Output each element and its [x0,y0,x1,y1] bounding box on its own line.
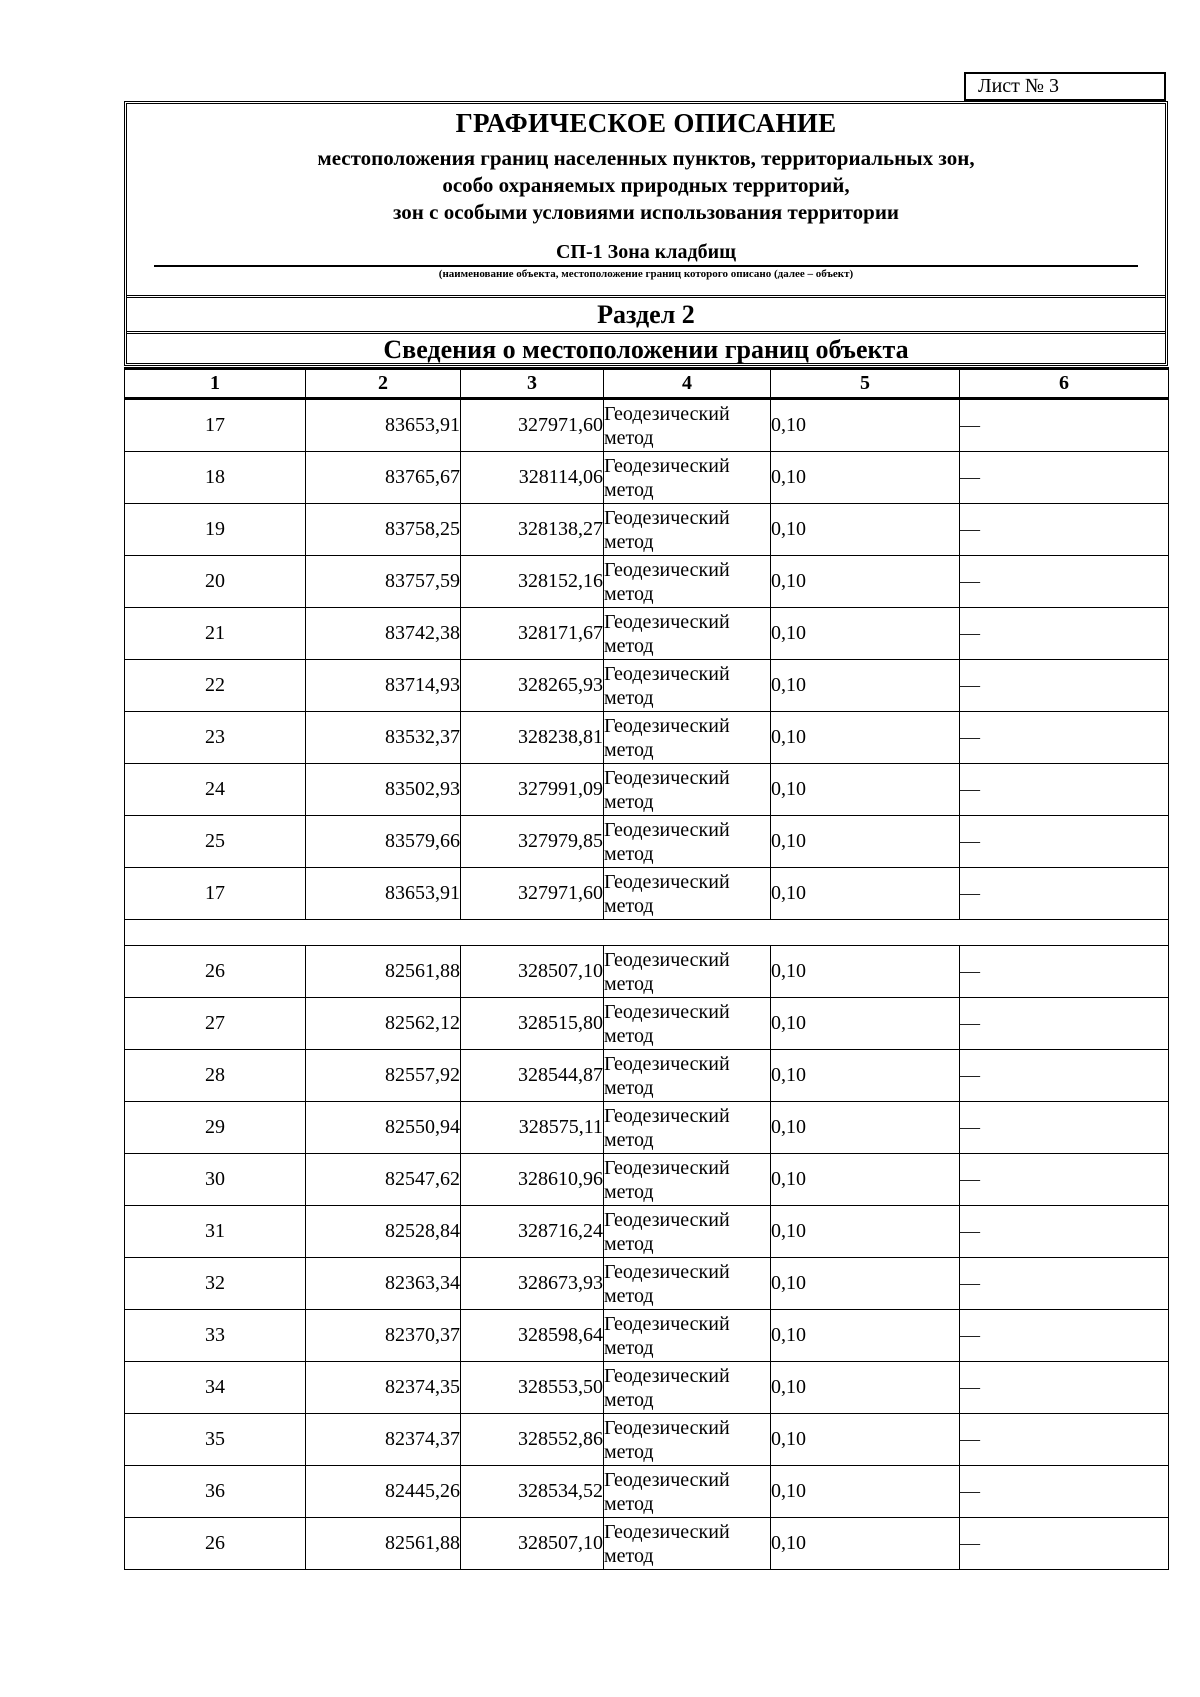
group-separator-row [125,920,1169,946]
section-label: Раздел 2 [597,300,695,329]
determination-method: Геодезический метод [604,712,771,764]
coordinate-y: 328716,24 [461,1206,604,1258]
coordinate-y: 328598,64 [461,1310,604,1362]
determination-method: Геодезический метод [604,556,771,608]
table-row [125,868,1169,920]
coordinate-x: 83502,93 [306,764,461,816]
note-value: — [960,946,1169,998]
table-row [125,1362,1169,1414]
table-row [125,1206,1169,1258]
document-header [124,101,1168,366]
point-number: 25 [125,816,306,868]
accuracy-value: 0,10 [771,556,960,608]
accuracy-value: 0,10 [771,868,960,920]
column-header: 4 [604,369,771,399]
accuracy-value: 0,10 [771,764,960,816]
point-number: 27 [125,998,306,1050]
table-row [125,660,1169,712]
document-subtitle-line-2: особо охраняемых природных территорий, [442,173,850,197]
coordinate-y: 328553,50 [461,1362,604,1414]
note-value: — [960,868,1169,920]
accuracy-value: 0,10 [771,1310,960,1362]
coordinate-y: 327971,60 [461,868,604,920]
coordinate-x: 82547,62 [306,1154,461,1206]
note-value: — [960,399,1169,452]
note-value: — [960,1154,1169,1206]
coordinate-y: 328507,10 [461,946,604,998]
accuracy-value: 0,10 [771,1362,960,1414]
coordinate-x: 83714,93 [306,660,461,712]
note-value: — [960,1050,1169,1102]
determination-method: Геодезический метод [604,816,771,868]
accuracy-value: 0,10 [771,1466,960,1518]
column-header: 3 [461,369,604,399]
accuracy-value: 0,10 [771,712,960,764]
coordinate-x: 82363,34 [306,1258,461,1310]
group-separator-cell [125,920,1169,946]
accuracy-value: 0,10 [771,946,960,998]
coordinate-x: 82370,37 [306,1310,461,1362]
note-value: — [960,660,1169,712]
coordinate-y: 328152,16 [461,556,604,608]
determination-method: Геодезический метод [604,660,771,712]
coordinate-y: 327971,60 [461,399,604,452]
accuracy-value: 0,10 [771,1414,960,1466]
note-value: — [960,1466,1169,1518]
point-number: 19 [125,504,306,556]
point-number: 33 [125,1310,306,1362]
determination-method: Геодезический метод [604,1050,771,1102]
accuracy-value: 0,10 [771,1258,960,1310]
point-number: 32 [125,1258,306,1310]
point-number: 28 [125,1050,306,1102]
table-row [125,452,1169,504]
accuracy-value: 0,10 [771,399,960,452]
determination-method: Геодезический метод [604,1154,771,1206]
note-value: — [960,1518,1169,1570]
determination-method: Геодезический метод [604,452,771,504]
column-header: 5 [771,369,960,399]
determination-method: Геодезический метод [604,504,771,556]
table-row [125,1102,1169,1154]
table-header-row [125,369,1169,399]
point-number: 23 [125,712,306,764]
coordinate-x: 83579,66 [306,816,461,868]
table-row [125,1258,1169,1310]
point-number: 26 [125,946,306,998]
note-value: — [960,452,1169,504]
object-caption: (наименование объекта, местоположение границ которого описано (далее – объект) [438,268,854,280]
coordinate-y: 328171,67 [461,608,604,660]
point-number: 30 [125,1154,306,1206]
coordinate-x: 83757,59 [306,556,461,608]
determination-method: Геодезический метод [604,1518,771,1570]
note-value: — [960,816,1169,868]
coordinate-y: 327991,09 [461,764,604,816]
determination-method: Геодезический метод [604,1362,771,1414]
accuracy-value: 0,10 [771,660,960,712]
coordinate-y: 327979,85 [461,816,604,868]
table-row [125,816,1169,868]
coordinate-y: 328534,52 [461,1466,604,1518]
coordinate-y: 328673,93 [461,1258,604,1310]
determination-method: Геодезический метод [604,1258,771,1310]
coordinate-x: 82562,12 [306,998,461,1050]
coordinate-y: 328138,27 [461,504,604,556]
note-value: — [960,1258,1169,1310]
point-number: 17 [125,399,306,452]
coordinate-x: 82528,84 [306,1206,461,1258]
note-value: — [960,1414,1169,1466]
point-number: 35 [125,1414,306,1466]
coordinate-y: 328238,81 [461,712,604,764]
table-row [125,399,1169,452]
determination-method: Геодезический метод [604,608,771,660]
coordinate-x: 82561,88 [306,1518,461,1570]
point-number: 26 [125,1518,306,1570]
coordinate-x: 83532,37 [306,712,461,764]
table-row [125,1466,1169,1518]
table-row [125,1414,1169,1466]
accuracy-value: 0,10 [771,1518,960,1570]
accuracy-value: 0,10 [771,608,960,660]
coordinate-x: 83653,91 [306,868,461,920]
coordinate-y: 328575,11 [461,1102,604,1154]
determination-method: Геодезический метод [604,868,771,920]
point-number: 17 [125,868,306,920]
table-row [125,556,1169,608]
table-row [125,712,1169,764]
note-value: — [960,712,1169,764]
table-row [125,1050,1169,1102]
section-title: Сведения о местоположении границ объекта [383,335,909,364]
coordinate-x: 83758,25 [306,504,461,556]
accuracy-value: 0,10 [771,452,960,504]
coordinate-x: 83653,91 [306,399,461,452]
note-value: — [960,504,1169,556]
note-value: — [960,556,1169,608]
accuracy-value: 0,10 [771,1050,960,1102]
accuracy-value: 0,10 [771,504,960,556]
point-number: 20 [125,556,306,608]
point-number: 29 [125,1102,306,1154]
document-title: ГРАФИЧЕСКОЕ ОПИСАНИЕ [455,108,837,138]
coordinate-y: 328610,96 [461,1154,604,1206]
point-number: 22 [125,660,306,712]
accuracy-value: 0,10 [771,1102,960,1154]
coordinate-x: 82557,92 [306,1050,461,1102]
determination-method: Геодезический метод [604,1414,771,1466]
coordinate-y: 328515,80 [461,998,604,1050]
table-row [125,764,1169,816]
note-value: — [960,998,1169,1050]
table-body [125,399,1169,1570]
note-value: — [960,1206,1169,1258]
determination-method: Геодезический метод [604,1310,771,1362]
column-header: 6 [960,369,1169,399]
header-divider [127,295,1165,298]
point-number: 34 [125,1362,306,1414]
column-header: 1 [125,369,306,399]
note-value: — [960,1362,1169,1414]
determination-method: Геодезический метод [604,946,771,998]
coordinate-y: 328265,93 [461,660,604,712]
coordinates-table [124,367,1169,1570]
table-row [125,1310,1169,1362]
determination-method: Геодезический метод [604,1206,771,1258]
coordinate-y: 328552,86 [461,1414,604,1466]
coordinate-x: 82445,26 [306,1466,461,1518]
table-row [125,946,1169,998]
table-row [125,1518,1169,1570]
accuracy-value: 0,10 [771,1206,960,1258]
determination-method: Геодезический метод [604,399,771,452]
point-number: 24 [125,764,306,816]
object-name-underline [154,265,1138,267]
point-number: 36 [125,1466,306,1518]
table-row [125,608,1169,660]
point-number: 31 [125,1206,306,1258]
note-value: — [960,608,1169,660]
coordinate-y: 328507,10 [461,1518,604,1570]
column-header: 2 [306,369,461,399]
document-subtitle-line-1: местоположения границ населенных пунктов, территориальных зон, [317,146,975,170]
determination-method: Геодезический метод [604,998,771,1050]
accuracy-value: 0,10 [771,1154,960,1206]
point-number: 21 [125,608,306,660]
point-number: 18 [125,452,306,504]
coordinate-x: 83765,67 [306,452,461,504]
coordinate-y: 328544,87 [461,1050,604,1102]
coordinate-x: 82561,88 [306,946,461,998]
coordinate-x: 82374,35 [306,1362,461,1414]
coordinate-x: 82374,37 [306,1414,461,1466]
note-value: — [960,1310,1169,1362]
sheet-number: Лист № 3 [964,72,1166,101]
document-subtitle-line-3: зон с особыми условиями использования территории [392,200,900,224]
table-row [125,504,1169,556]
accuracy-value: 0,10 [771,816,960,868]
table-row [125,998,1169,1050]
determination-method: Геодезический метод [604,1466,771,1518]
object-name: СП-1 Зона кладбищ [555,241,736,263]
accuracy-value: 0,10 [771,998,960,1050]
coordinate-x: 83742,38 [306,608,461,660]
determination-method: Геодезический метод [604,764,771,816]
coordinate-y: 328114,06 [461,452,604,504]
coordinate-x: 82550,94 [306,1102,461,1154]
section-divider [127,331,1165,334]
note-value: — [960,764,1169,816]
note-value: — [960,1102,1169,1154]
table-row [125,1154,1169,1206]
determination-method: Геодезический метод [604,1102,771,1154]
